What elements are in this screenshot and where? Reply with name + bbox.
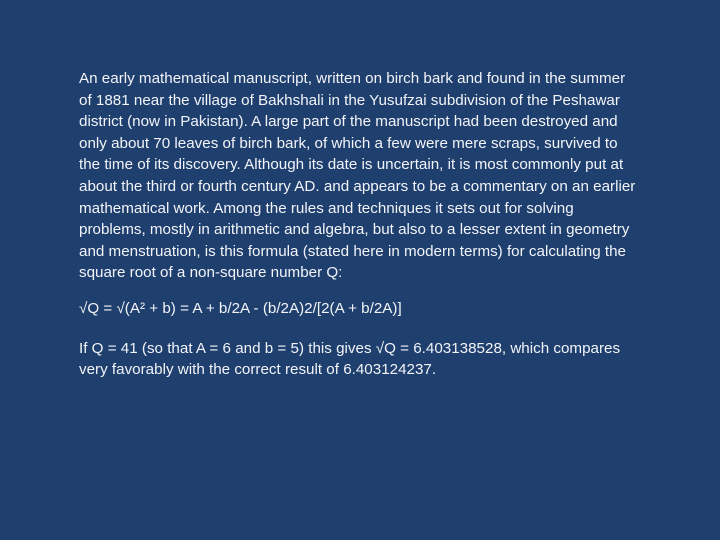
example-paragraph: If Q = 41 (so that A = 6 and b = 5) this gives √Q = 6.403138528, which compares very favorably with the correct result of 6.403124237. — [79, 339, 621, 379]
square-root-formula: √Q = √(A² + b) = A + b/2A - (b/2A)2/[2(A + b/2A)] — [79, 299, 402, 317]
intro-paragraph: An early mathematical manuscript, written on birch bark and found in the summer of 1881 near the village of Bakhshali in the Yusufzai subdivision of the Peshawar district (now in Pakistan). A large part of the manuscript had been destroyed and only about 70 leaves of birch bark, of which a few were mere scraps, survived to the time of its discovery. Although its date is uncertain, it is most commonly put at about the third or fourth century AD. and appears to be a commentary on an earlier mathematical work. Among the rules and techniques it sets out for solving problems, mostly in arithmetic and algebra, but also to a lesser extent in geometry and menstruation, is this formula (stated here in modern terms) for calculating the square root of a non-square number Q: — [79, 70, 636, 282]
slide-text-body — [79, 68, 639, 381]
